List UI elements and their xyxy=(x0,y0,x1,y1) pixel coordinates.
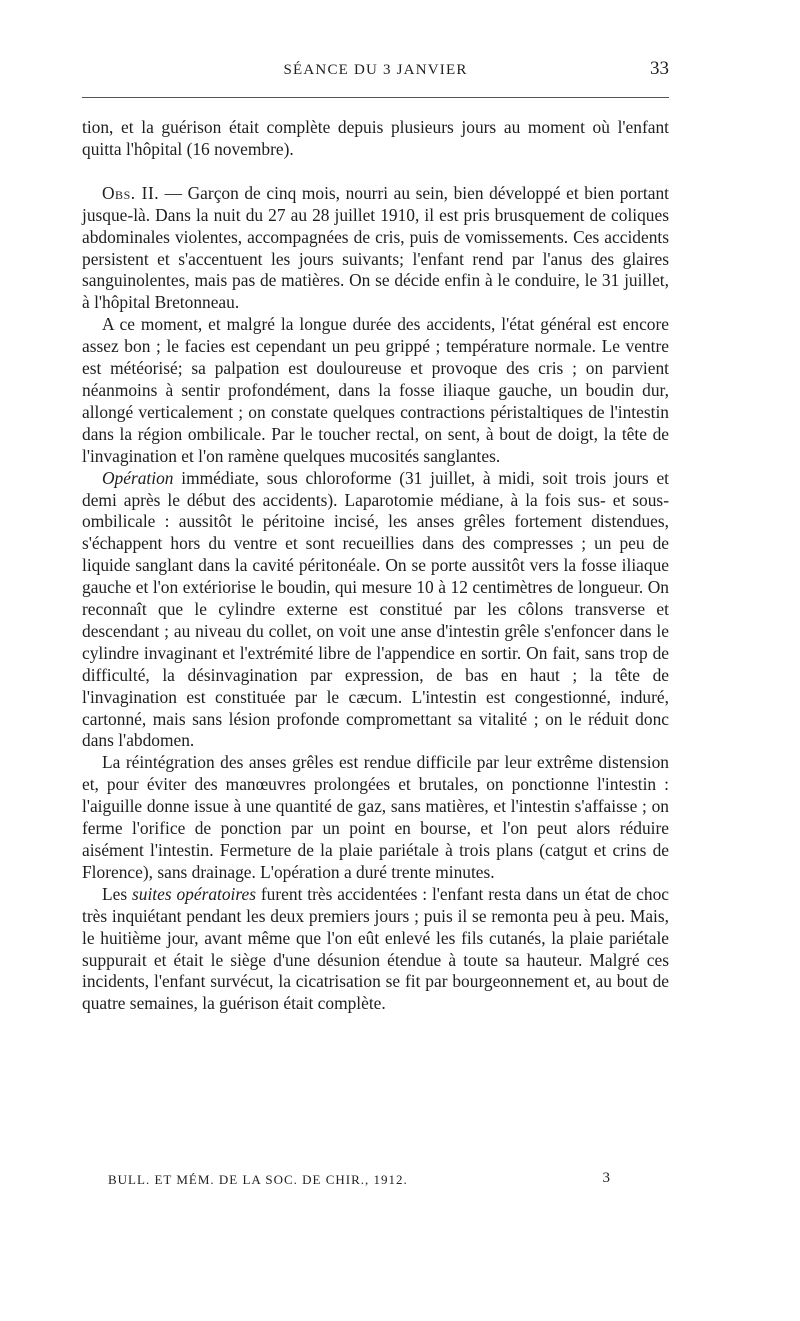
signature-mark: 3 xyxy=(602,1170,611,1186)
paragraph-observation xyxy=(82,183,669,314)
footer-source: BULL. ET MÉM. DE LA SOC. DE CHIR., 1912. xyxy=(108,1172,408,1187)
page-header xyxy=(82,58,669,84)
paragraph-text: furent très accidentées : l'enfant resta dans un état de choc très inquiétant pendant les deux premiers jours ; puis il se remonta peu à peu. Mais, le huitième jour, avant même que l'on eût enlevé les fils cutanés, la plaie pariétale suppurait et était le siège d'une désunion étendue à toute sa hauteur. Malgré ces incidents, l'enfant survécut, la cicatrisation se fit par bourgeonnement et, au bout de quatre semaines, la guérison était complète. xyxy=(82,883,669,1014)
running-title: SÉANCE DU 3 JANVIER xyxy=(283,62,468,78)
paragraph-clinical xyxy=(82,314,669,467)
italic-term: suites opératoires xyxy=(131,883,257,904)
paragraph-text: La réintégration des anses grêles est rendue difficile par leur extrême distension et, pour éviter des manœuvres prolongées et brutales, on ponctionne l'intestin : l'aiguille donne issue à une quantité de gaz, sans matières, et l'intestin s'affaisse ; on ferme l'orifice de ponction par un point en bourse, et l'on peut alors réduire aisément l'intestin. Fermeture de la plaie pariétale à trois plans (catgut et crins de Florence), sans drainage. L'opération a duré trente minutes. xyxy=(82,752,669,882)
page-footer xyxy=(108,1170,611,1192)
paragraph-continuation xyxy=(82,117,669,161)
paragraph-lead: Les xyxy=(102,883,132,904)
paragraph-operation xyxy=(82,468,669,753)
paragraph-text: immédiate, sous chloroforme (31 juillet, à midi, soit trois jours et demi après le début des accidents). Laparotomie médiane, à la fois sus- et sous-ombilicale : aussitôt le péritoine incisé, les anses grêles fortement distendues, s'échappent hors du ventre et sont recueillies dans des compresses ; un peu de liquide sanglant dans la cavité péritonéale. On se porte aussitôt vers la fosse iliaque gauche et l'on extériorise le boudin, qui mesure 10 à 12 centimètres de longueur. On reconnaît que le cylindre externe est constitué par les côlons transverse et descendant ; au niveau du collet, on voit une anse d'intestin grêle s'enfoncer dans le cylindre invaginant et l'extrémité libre de l'appendice en sortir. On fait, sans trop de difficulté, la désinvagination par expression, de bas en haut ; la tête de l'invagination est constituée par le cæcum. L'intestin est congestionné, induré, cartonné, mais sans lésion profonde compromettant sa vitalité ; on le réduit donc dans l'abdomen. xyxy=(82,467,669,751)
paragraph-text: A ce moment, et malgré la longue durée des accidents, l'état général est encore assez bon ; le facies est cependant un peu grippé ; température normale. Le ventre est météorisé; sa palpation est douloureuse et provoque des cris ; on parvient néanmoins à sentir profondément, dans la fosse iliaque gauche, un boudin dur, allongé verticalement ; on constate quelques contractions péristaltiques de l'intestin dans la région ombilicale. Par le toucher rectal, on sent, à bout de doigt, la tête de l'invagination et l'on ramène quelques mucosités sanglantes. xyxy=(82,314,669,466)
page-number: 33 xyxy=(650,58,669,79)
paragraph-reintegration xyxy=(82,752,669,883)
italic-term: Opération xyxy=(102,467,174,488)
observation-label: Obs. II. xyxy=(102,182,160,203)
paragraph-text: tion, et la guérison était complète depuis plusieurs jours au moment où l'enfant quitta l'hôpital (16 novembre). xyxy=(82,117,669,159)
body-text xyxy=(82,117,669,1015)
paragraph-outcome xyxy=(82,884,669,1015)
paragraph-text: — Garçon de cinq mois, nourri au sein, bien développé et bien portant jusque-là. Dans la nuit du 27 au 28 juillet 1910, il est pris brusquement de coliques abdominales violentes, accompagnées de cris, puis de vomissements. Ces accidents persistent et s'accentuent les jours suivants; l'enfant rend par l'anus des glaires sanguinolentes, mais pas de matières. On se décide enfin à le conduire, le 31 juillet, à l'hôpital Bretonneau. xyxy=(82,182,669,313)
header-rule xyxy=(82,97,669,98)
